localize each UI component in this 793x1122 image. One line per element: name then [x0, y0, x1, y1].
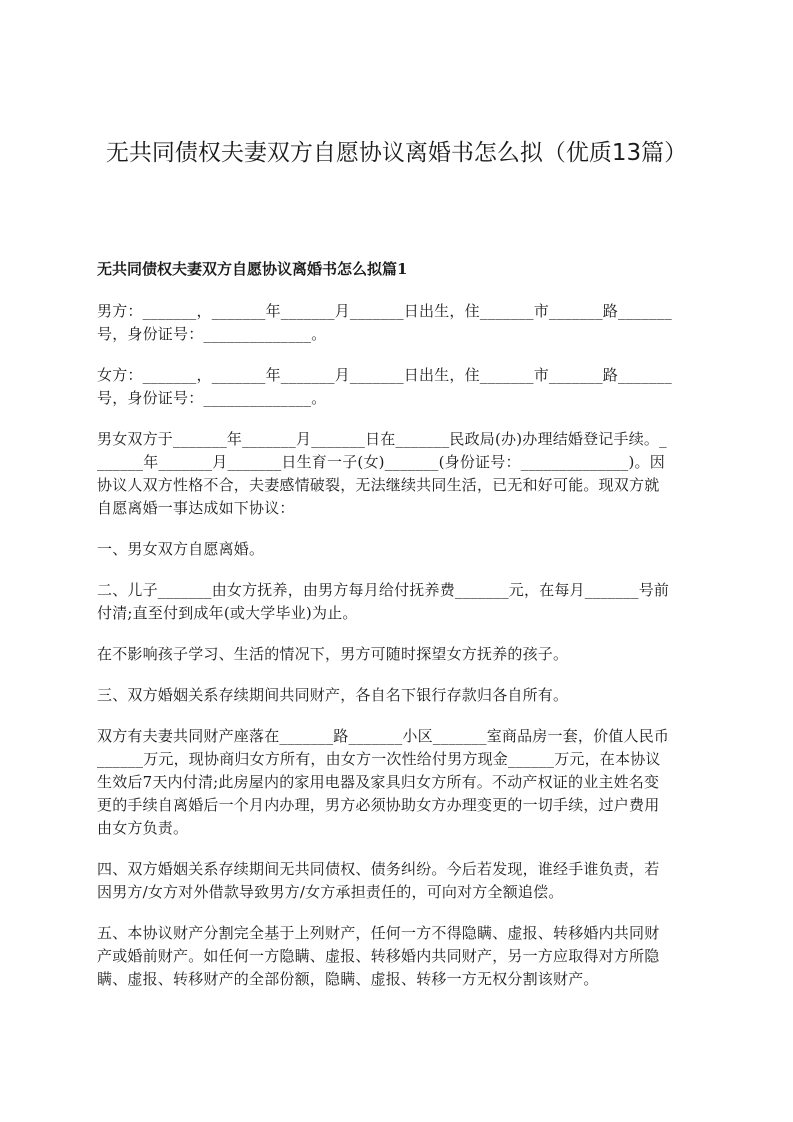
- paragraph-clause-4: [97, 858, 697, 904]
- text-line: 自愿离婚一事达成如下协议：: [97, 499, 295, 517]
- text-line: 二、儿子_______由女方抚养，由男方每月给付抚养费_______元，在每月_______号前: [97, 581, 670, 599]
- text-line: 一、男女双方自愿离婚。: [97, 540, 265, 558]
- text-line: 瞒、虚报、转移财产的全部份额，隐瞒、虚报、转移一方无权分割该财产。: [97, 970, 599, 988]
- paragraph-clause-3: [97, 684, 697, 707]
- text-line: 由女方负责。: [97, 819, 189, 837]
- document-title: 无共同债权夫妻双方自愿协议离婚书怎么拟（优质13篇）: [105, 140, 688, 166]
- document-body: [97, 300, 697, 1009]
- paragraph-visitation: [97, 643, 697, 666]
- text-line: 号，身份证号：______________。: [97, 325, 327, 343]
- text-line: ______万元，现协商归女方所有，由女方一次性给付男方现金______万元，在本协议: [97, 750, 661, 768]
- text-line: 男女双方于_______年_______月_______日在_______民政局(办)办理结婚登记手续。_: [97, 430, 667, 448]
- paragraph-clause-1: [97, 538, 697, 561]
- text-line: 付清;直至付到成年(或大学毕业)为止。: [97, 604, 358, 622]
- text-line: 更的手续自离婚后一个月内办理，男方必须协助女方办理变更的一切手续，过户费用: [97, 796, 660, 814]
- paragraph-clause-2: [97, 579, 697, 625]
- text-line: 协议人双方性格不合，夫妻感情破裂，无法继续共同生活，已无和好可能。现双方就: [97, 476, 660, 494]
- text-line: 女方：_______，_______年_______月_______日出生，住_______市_______路_______: [97, 366, 672, 384]
- text-line: ______年_______月_______日生育一子(女)_______(身份证号：______________)。因: [97, 453, 665, 471]
- text-line: 在不影响孩子学习、生活的情况下，男方可随时探望女方抚养的孩子。: [97, 645, 569, 663]
- text-line: 号，身份证号：______________。: [97, 389, 327, 407]
- text-line: 生效后7天内付清;此房屋内的家用电器及家具归女方所有。不动产权证的业主姓名变: [97, 773, 660, 791]
- paragraph-clause-5: [97, 922, 697, 991]
- text-line: 三、双方婚姻关系存续期间共同财产，各自名下银行存款归各自所有。: [97, 686, 569, 704]
- paragraph-property-details: [97, 725, 697, 840]
- paragraph-male-party-info: [97, 300, 697, 346]
- paragraph-female-party-info: [97, 364, 697, 410]
- text-line: 双方有夫妻共同财产座落在_______路_______小区_______室商品房一套，价值人民币: [97, 727, 670, 745]
- text-line: 男方：_______，_______年_______月_______日出生，住_______市_______路_______: [97, 302, 672, 320]
- text-line: 五、本协议财产分割完全基于上列财产，任何一方不得隐瞒、虚报、转移婚内共同财: [97, 924, 660, 942]
- paragraph-marriage-background: [97, 428, 697, 520]
- text-line: 四、双方婚姻关系存续期间无共同债权、债务纠纷。今后若发现，谁经手谁负责，若: [97, 860, 660, 878]
- section-heading: 无共同债权夫妻双方自愿协议离婚书怎么拟篇1: [97, 260, 408, 278]
- text-line: 因男方/女方对外借款导致男方/女方承担责任的，可向对方全额追偿。: [97, 883, 564, 901]
- text-line: 产或婚前财产。如任何一方隐瞒、虚报、转移婚内共同财产，另一方应取得对方所隐: [97, 947, 660, 965]
